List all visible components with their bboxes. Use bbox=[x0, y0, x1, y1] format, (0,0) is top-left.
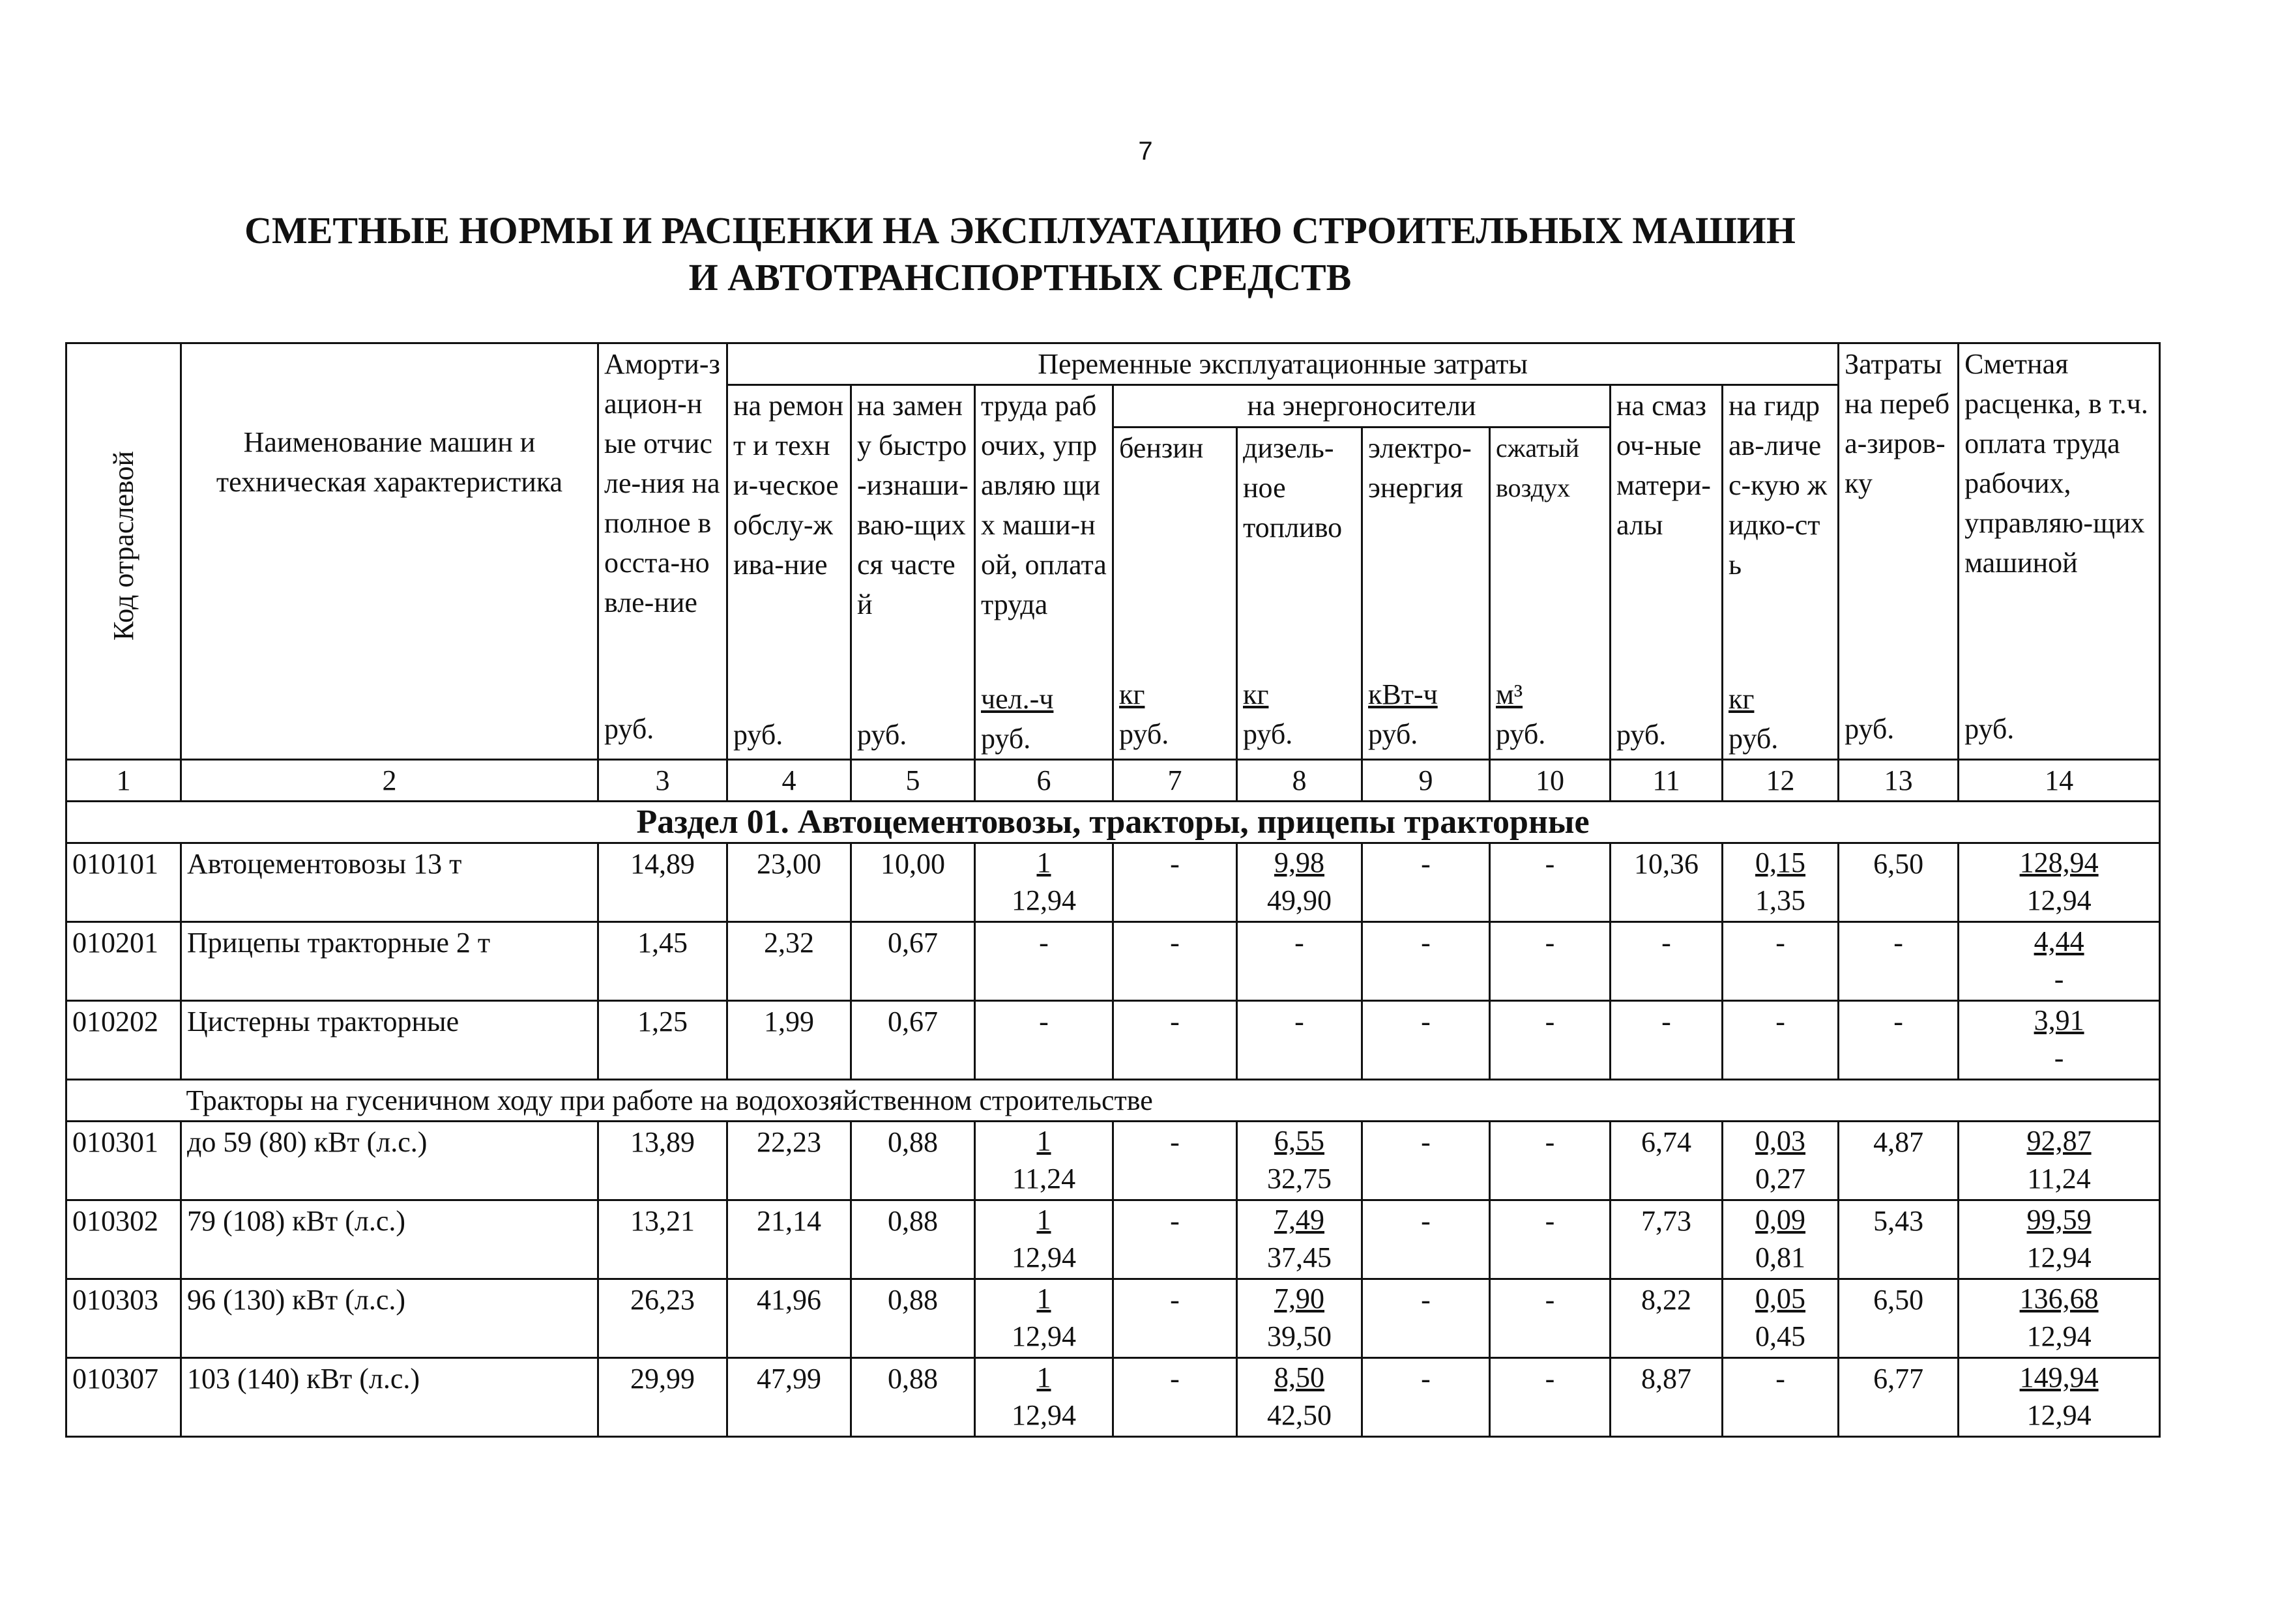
row-code: 010301 bbox=[66, 1122, 181, 1200]
group-title: Тракторы на гусеничном ходу при работе на водохозяйственном строительстве bbox=[181, 1080, 2160, 1122]
row-diesel: $\frac{9,98}{49,90}$ bbox=[1237, 843, 1362, 922]
row-repair: 41,96 bbox=[727, 1279, 851, 1358]
row-diesel: $\frac{6,55}{32,75}$ bbox=[1237, 1122, 1362, 1200]
row-petrol: - bbox=[1113, 922, 1237, 1001]
column-number: 9 bbox=[1362, 760, 1490, 802]
row-hydraulic: $\frac{0,05}{0,45}$ bbox=[1723, 1279, 1839, 1358]
row-relocation: 4,87 bbox=[1839, 1122, 1959, 1200]
table-row bbox=[66, 922, 2160, 1001]
row-diesel: $\frac{8,50}{42,50}$ bbox=[1237, 1358, 1362, 1437]
section-row bbox=[66, 802, 2160, 843]
row-lubricants: - bbox=[1611, 922, 1723, 1001]
column-numbers-row bbox=[66, 760, 2160, 802]
header-estimate: Сметная расценка, в т.ч. оплата труда рабочих, управляю-щих машиной руб. bbox=[1959, 343, 2160, 760]
row-name: Автоцементовозы 13 т bbox=[181, 843, 598, 922]
row-relocation: 6,77 bbox=[1839, 1358, 1959, 1437]
row-estimate: $\frac{128,94}{12,94}$ bbox=[1959, 843, 2160, 922]
row-compressed-air: - bbox=[1490, 1279, 1611, 1358]
row-repair: 47,99 bbox=[727, 1358, 851, 1437]
header-code: Код отраслевой bbox=[66, 343, 181, 760]
row-hydraulic: - bbox=[1723, 1001, 1839, 1080]
header-relocation: Затраты на переба-зиров-ку руб. bbox=[1839, 343, 1959, 760]
row-repair: 22,23 bbox=[727, 1122, 851, 1200]
column-number: 7 bbox=[1113, 760, 1237, 802]
row-lubricants: 10,36 bbox=[1611, 843, 1723, 922]
column-number: 5 bbox=[851, 760, 975, 802]
column-number: 6 bbox=[975, 760, 1113, 802]
column-number: 3 bbox=[598, 760, 727, 802]
row-electricity: - bbox=[1362, 1279, 1490, 1358]
group-row bbox=[66, 1080, 2160, 1122]
column-number: 11 bbox=[1611, 760, 1723, 802]
row-relocation: 6,50 bbox=[1839, 843, 1959, 922]
row-name: 79 (108) кВт (л.с.) bbox=[181, 1200, 598, 1279]
page-number: 7 bbox=[1138, 137, 1153, 166]
table-row bbox=[66, 1358, 2160, 1437]
row-labor: $\frac{1}{12,94}$ bbox=[975, 1358, 1113, 1437]
column-number: 8 bbox=[1237, 760, 1362, 802]
row-parts: 0,88 bbox=[851, 1200, 975, 1279]
row-lubricants: 8,87 bbox=[1611, 1358, 1723, 1437]
row-lubricants: 8,22 bbox=[1611, 1279, 1723, 1358]
row-repair: 2,32 bbox=[727, 922, 851, 1001]
header-variable-costs: Переменные эксплуатационные затраты bbox=[727, 343, 1839, 385]
row-name: 96 (130) кВт (л.с.) bbox=[181, 1279, 598, 1358]
row-lubricants: 6,74 bbox=[1611, 1122, 1723, 1200]
row-compressed-air: - bbox=[1490, 1122, 1611, 1200]
table-row bbox=[66, 1200, 2160, 1279]
row-code: 010201 bbox=[66, 922, 181, 1001]
row-parts: 0,88 bbox=[851, 1279, 975, 1358]
row-electricity: - bbox=[1362, 1358, 1490, 1437]
row-hydraulic: $\frac{0,09}{0,81}$ bbox=[1723, 1200, 1839, 1279]
row-code: 010307 bbox=[66, 1358, 181, 1437]
row-diesel: $\frac{7,49}{37,45}$ bbox=[1237, 1200, 1362, 1279]
header-electricity: электро-энергия кВт-ч руб. bbox=[1362, 427, 1490, 759]
row-compressed-air: - bbox=[1490, 1200, 1611, 1279]
row-hydraulic: $\frac{0,03}{0,27}$ bbox=[1723, 1122, 1839, 1200]
row-estimate: $\frac{92,87}{11,24}$ bbox=[1959, 1122, 2160, 1200]
title-line-2: И АВТОТРАНСПОРТНЫХ СРЕДСТВ bbox=[688, 256, 1352, 298]
row-code: 010303 bbox=[66, 1279, 181, 1358]
row-estimate: $\frac{99,59}{12,94}$ bbox=[1959, 1200, 2160, 1279]
column-number: 2 bbox=[181, 760, 598, 802]
table-row bbox=[66, 843, 2160, 922]
row-relocation: - bbox=[1839, 922, 1959, 1001]
row-petrol: - bbox=[1113, 1358, 1237, 1437]
header-lubricants: на смазоч-ные матери-алы руб. bbox=[1611, 385, 1723, 760]
row-compressed-air: - bbox=[1490, 1358, 1611, 1437]
table-row bbox=[66, 1001, 2160, 1080]
row-diesel: $\frac{7,90}{39,50}$ bbox=[1237, 1279, 1362, 1358]
table-row bbox=[66, 1122, 2160, 1200]
group-spacer bbox=[66, 1080, 181, 1122]
header-petrol: бензин кг руб. bbox=[1113, 427, 1237, 759]
row-relocation: 6,50 bbox=[1839, 1279, 1959, 1358]
row-compressed-air: - bbox=[1490, 922, 1611, 1001]
title-line-1: СМЕТНЫЕ НОРМЫ И РАСЦЕНКИ НА ЭКСПЛУАТАЦИЮ СТРОИТЕЛЬНЫХ МАШИН bbox=[244, 209, 1796, 252]
row-petrol: - bbox=[1113, 1001, 1237, 1080]
norms-table bbox=[65, 342, 2161, 1438]
column-number: 12 bbox=[1723, 760, 1839, 802]
row-lubricants: - bbox=[1611, 1001, 1723, 1080]
column-number: 13 bbox=[1839, 760, 1959, 802]
row-labor: $\frac{1}{11,24}$ bbox=[975, 1122, 1113, 1200]
row-amortization: 14,89 bbox=[598, 843, 727, 922]
row-hydraulic: - bbox=[1723, 1358, 1839, 1437]
row-name: Цистерны тракторные bbox=[181, 1001, 598, 1080]
row-relocation: - bbox=[1839, 1001, 1959, 1080]
column-number: 4 bbox=[727, 760, 851, 802]
row-labor: $\frac{1}{12,94}$ bbox=[975, 843, 1113, 922]
table-row bbox=[66, 1279, 2160, 1358]
row-estimate: $\frac{4,44}{-}$ bbox=[1959, 922, 2160, 1001]
row-petrol: - bbox=[1113, 1122, 1237, 1200]
row-labor: - bbox=[975, 1001, 1113, 1080]
header-row-1 bbox=[66, 343, 2160, 385]
row-parts: 0,88 bbox=[851, 1358, 975, 1437]
row-hydraulic: $\frac{0,15}{1,35}$ bbox=[1723, 843, 1839, 922]
row-estimate: $\frac{3,91}{-}$ bbox=[1959, 1001, 2160, 1080]
row-petrol: - bbox=[1113, 843, 1237, 922]
row-electricity: - bbox=[1362, 922, 1490, 1001]
column-number: 14 bbox=[1959, 760, 2160, 802]
row-amortization: 26,23 bbox=[598, 1279, 727, 1358]
section-title: Раздел 01. Автоцементовозы, тракторы, прицепы тракторные bbox=[66, 802, 2160, 843]
row-parts: 10,00 bbox=[851, 843, 975, 922]
row-code: 010202 bbox=[66, 1001, 181, 1080]
row-amortization: 1,45 bbox=[598, 922, 727, 1001]
row-petrol: - bbox=[1113, 1279, 1237, 1358]
header-amortization: Аморти-зацион-ные отчисле-ния на полное восста-новле-ние руб. bbox=[598, 343, 727, 760]
row-electricity: - bbox=[1362, 1001, 1490, 1080]
row-code: 010101 bbox=[66, 843, 181, 922]
row-labor: $\frac{1}{12,94}$ bbox=[975, 1200, 1113, 1279]
row-labor: $\frac{1}{12,94}$ bbox=[975, 1279, 1113, 1358]
column-number: 1 bbox=[66, 760, 181, 802]
row-diesel: - bbox=[1237, 1001, 1362, 1080]
column-number: 10 bbox=[1490, 760, 1611, 802]
header-diesel: дизель-ное топливо кг руб. bbox=[1237, 427, 1362, 759]
row-amortization: 13,21 bbox=[598, 1200, 727, 1279]
header-labor: труда рабочих, управляю щих маши-ной, оплата труда чел.-ч руб. bbox=[975, 385, 1113, 760]
row-amortization: 13,89 bbox=[598, 1122, 727, 1200]
row-amortization: 1,25 bbox=[598, 1001, 727, 1080]
row-repair: 23,00 bbox=[727, 843, 851, 922]
row-repair: 21,14 bbox=[727, 1200, 851, 1279]
row-name: до 59 (80) кВт (л.с.) bbox=[181, 1122, 598, 1200]
row-petrol: - bbox=[1113, 1200, 1237, 1279]
row-hydraulic: - bbox=[1723, 922, 1839, 1001]
row-diesel: - bbox=[1237, 922, 1362, 1001]
row-repair: 1,99 bbox=[727, 1001, 851, 1080]
row-electricity: - bbox=[1362, 1200, 1490, 1279]
row-electricity: - bbox=[1362, 843, 1490, 922]
row-name: 103 (140) кВт (л.с.) bbox=[181, 1358, 598, 1437]
header-energy: на энергоносители bbox=[1113, 385, 1611, 428]
row-parts: 0,88 bbox=[851, 1122, 975, 1200]
document-title bbox=[0, 207, 2040, 301]
row-amortization: 29,99 bbox=[598, 1358, 727, 1437]
row-parts: 0,67 bbox=[851, 1001, 975, 1080]
header-repair: на ремонт и техни-ческое обслу-жива-ние руб. bbox=[727, 385, 851, 760]
row-relocation: 5,43 bbox=[1839, 1200, 1959, 1279]
row-parts: 0,67 bbox=[851, 922, 975, 1001]
row-code: 010302 bbox=[66, 1200, 181, 1279]
row-estimate: $\frac{149,94}{12,94}$ bbox=[1959, 1358, 2160, 1437]
header-name: Наименование машин и техническая характеристика bbox=[181, 343, 598, 760]
row-compressed-air: - bbox=[1490, 843, 1611, 922]
row-estimate: $\frac{136,68}{12,94}$ bbox=[1959, 1279, 2160, 1358]
header-hydraulic: на гидрав-личес-кую жидко-сть кг руб. bbox=[1723, 385, 1839, 760]
row-lubricants: 7,73 bbox=[1611, 1200, 1723, 1279]
row-compressed-air: - bbox=[1490, 1001, 1611, 1080]
header-compressed-air: сжатый воздух м³ руб. bbox=[1490, 427, 1611, 759]
row-electricity: - bbox=[1362, 1122, 1490, 1200]
row-name: Прицепы тракторные 2 т bbox=[181, 922, 598, 1001]
header-parts: на замену быстро-изнаши-ваю-щихся частей руб. bbox=[851, 385, 975, 760]
row-labor: - bbox=[975, 922, 1113, 1001]
